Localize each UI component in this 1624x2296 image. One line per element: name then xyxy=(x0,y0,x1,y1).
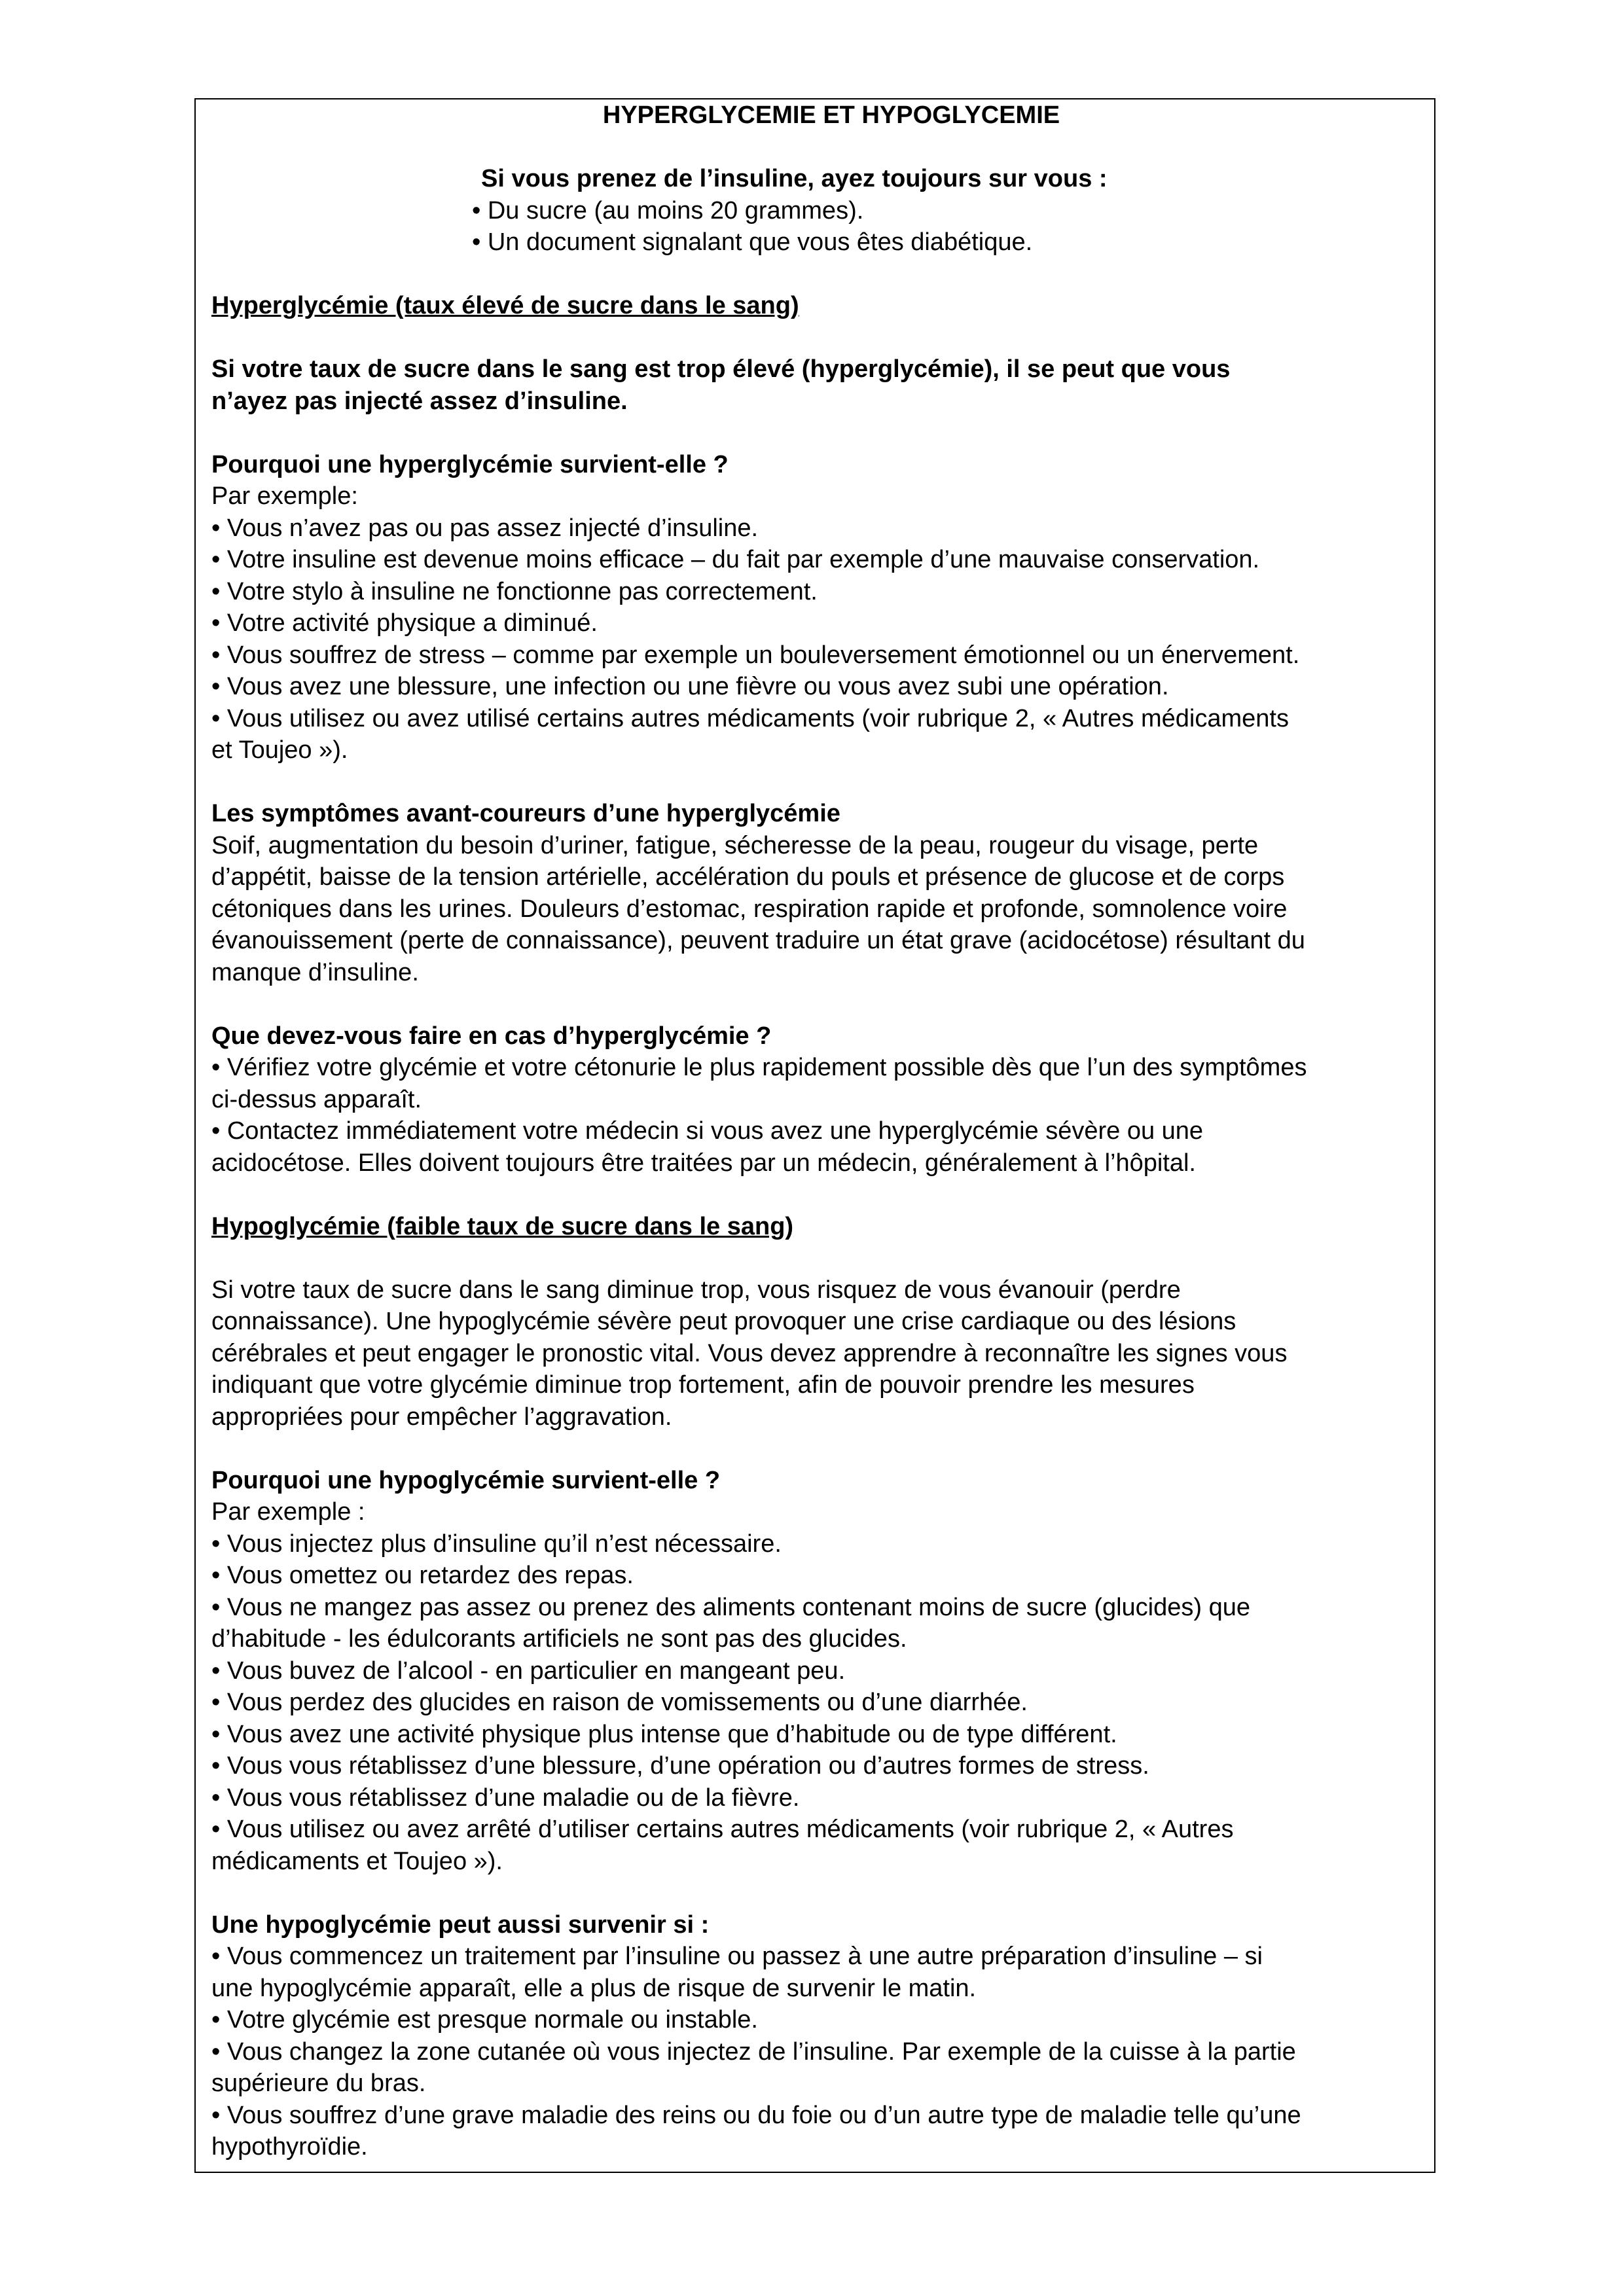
hypo-why-heading: Pourquoi une hypoglycémie survient-elle ? xyxy=(211,1466,721,1494)
hypo-why-line: • Vous vous rétablissez d’une blessure, d’une opération ou d’autres formes de stress. xyxy=(211,1752,1149,1780)
hyper-why-line: • Votre stylo à insuline ne fonctionne pas correctement. xyxy=(211,577,818,605)
hyper-symptoms-line: manque d’insuline. xyxy=(211,958,419,986)
spacer xyxy=(211,1179,1417,1211)
hypo-lead-line: cérébrales et peut engager le pronostic vital. Vous devez apprendre à reconnaître les signes vous xyxy=(211,1339,1288,1367)
hypo-why-line: • Vous vous rétablissez d’une maladie ou de la fièvre. xyxy=(211,1784,800,1812)
hyper-action-line: acidocétose. Elles doivent toujours être traitées par un médecin, généralement à l’hôpital. xyxy=(211,1149,1196,1177)
hypo-why-line: • Vous perdez des glucides en raison de vomissements ou d’une diarrhée. xyxy=(211,1689,1028,1716)
spacer xyxy=(211,417,1417,449)
hypo-why-line: • Vous avez une activité physique plus intense que d’habitude ou de type différent. xyxy=(211,1720,1117,1748)
hyper-why-line: • Vous souffrez de stress – comme par exemple un bouleversement émotionnel ou un énervement. xyxy=(211,641,1300,669)
hyper-why-heading: Pourquoi une hyperglycémie survient-elle ? xyxy=(211,450,729,478)
hyper-symptoms-line: cétoniques dans les urines. Douleurs d’estomac, respiration rapide et profonde, somnolence voire xyxy=(211,895,1288,923)
hypo-why-line: • Vous omettez ou retardez des repas. xyxy=(211,1562,634,1589)
spacer xyxy=(211,1877,1417,1909)
hyper-why-line: • Vous utilisez ou avez utilisé certains autres médicaments (voir rubrique 2, « Autres médicaments xyxy=(211,704,1289,732)
hyper-action-line: • Contactez immédiatement votre médecin si vous avez une hyperglycémie sévère ou une xyxy=(211,1117,1204,1145)
hypo-also-line: • Vous changez la zone cutanée où vous injectez de l’insuline. Par exemple de la cuisse à la partie xyxy=(211,2037,1296,2066)
hypo-why-line: • Vous injectez plus d’insuline qu’il n’est nécessaire. xyxy=(211,1530,782,1558)
document-body xyxy=(211,99,1417,2163)
hypo-also-heading: Une hypoglycémie peut aussi survenir si : xyxy=(211,1910,710,1939)
hyper-symptoms-line: d’appétit, baisse de la tension artérielle, accélération du pouls et présence de glucose et de corps xyxy=(211,863,1285,891)
hypo-lead-line: appropriées pour empêcher l’aggravation. xyxy=(211,1403,672,1431)
document-title: HYPERGLYCEMIE ET HYPOGLYCEMIE xyxy=(602,101,1060,129)
hyper-symptoms-heading: Les symptômes avant-coureurs d’une hyperglycémie xyxy=(211,800,840,827)
spacer xyxy=(211,259,1417,291)
hyper-lead-line: n’ayez pas injecté assez d’insuline. xyxy=(211,387,628,415)
hypo-also-line: une hypoglycémie apparaît, elle a plus de risque de survenir le matin. xyxy=(211,1974,977,2002)
document-frame xyxy=(194,98,1435,2173)
hypo-also-line: • Vous souffrez d’une grave maladie des reins ou du foie ou d’un autre type de maladie telle qu’une xyxy=(211,2101,1301,2129)
hypo-also-line: hypothyroïdie. xyxy=(211,2133,368,2161)
hypo-section-heading: Hypoglycémie (faible taux de sucre dans le sang) xyxy=(211,1212,794,1240)
hypo-also-line: • Vous commencez un traitement par l’insuline ou passez à une autre préparation d’insuline – si xyxy=(211,1943,1263,1970)
hyper-why-line: • Vous avez une blessure, une infection ou une fièvre ou vous avez subi une opération. xyxy=(211,673,1169,700)
intro-heading: Si vous prenez de l’insuline, ayez toujours sur vous : xyxy=(481,165,1108,192)
hyper-why-line: Par exemple: xyxy=(211,482,358,510)
hyper-action-heading: Que devez-vous faire en cas d’hyperglycémie ? xyxy=(211,1022,772,1050)
hypo-why-line: Par exemple : xyxy=(211,1498,365,1526)
hypo-why-line: • Vous ne mangez pas assez ou prenez des aliments contenant moins de sucre (glucides) que xyxy=(211,1593,1251,1621)
hypo-also-line: • Votre glycémie est presque normale ou instable. xyxy=(211,2006,758,2034)
hyper-why-line: • Votre activité physique a diminué. xyxy=(211,609,598,637)
hyper-symptoms-line: évanouissement (perte de connaissance), peuvent traduire un état grave (acidocétose) résultant du xyxy=(211,927,1305,954)
hypo-why-line: médicaments et Toujeo »). xyxy=(211,1847,503,1875)
hyper-why-line: • Vous n’avez pas ou pas assez injecté d’insuline. xyxy=(211,514,759,542)
hypo-lead-line: Si votre taux de sucre dans le sang diminue trop, vous risquez de vous évanouir (perdre xyxy=(211,1276,1181,1304)
intro-block xyxy=(472,163,1417,259)
spacer xyxy=(211,1242,1417,1274)
spacer xyxy=(211,988,1417,1020)
hyper-why-line: • Votre insuline est devenue moins efficace – du fait par exemple d’une mauvaise conservation. xyxy=(211,546,1260,573)
spacer xyxy=(211,1433,1417,1465)
hyper-lead-line: Si votre taux de sucre dans le sang est trop élevé (hyperglycémie), il se peut que vous xyxy=(211,355,1231,383)
intro-item: • Du sucre (au moins 20 grammes). xyxy=(472,196,864,224)
hyper-why-line: et Toujeo »). xyxy=(211,736,348,764)
hypo-lead-line: indiquant que votre glycémie diminue trop fortement, afin de pouvoir prendre les mesures xyxy=(211,1371,1195,1399)
spacer xyxy=(211,322,1417,354)
spacer xyxy=(211,766,1417,798)
hypo-why-line: • Vous utilisez ou avez arrêté d’utiliser certains autres médicaments (voir rubrique 2, « Autres xyxy=(211,1816,1234,1843)
hypo-why-line: • Vous buvez de l’alcool - en particulier en mangeant peu. xyxy=(211,1657,846,1685)
hypo-why-line: d’habitude - les édulcorants artificiels ne sont pas des glucides. xyxy=(211,1625,907,1653)
spacer xyxy=(211,132,1417,164)
hyper-symptoms-line: Soif, augmentation du besoin d’uriner, fatigue, sécheresse de la peau, rougeur du visage, perte xyxy=(211,831,1259,859)
hypo-lead-line: connaissance). Une hypoglycémie sévère peut provoquer une crise cardiaque ou des lésions xyxy=(211,1308,1236,1335)
hyper-action-line: • Vérifiez votre glycémie et votre cétonurie le plus rapidement possible dès que l’un des symptômes xyxy=(211,1054,1307,1081)
intro-item: • Un document signalant que vous êtes diabétique. xyxy=(472,228,1033,256)
hyper-section-heading: Hyperglycémie (taux élevé de sucre dans le sang) xyxy=(211,292,799,319)
hyper-action-line: ci-dessus apparaît. xyxy=(211,1085,422,1113)
hypo-also-line: supérieure du bras. xyxy=(211,2070,426,2097)
